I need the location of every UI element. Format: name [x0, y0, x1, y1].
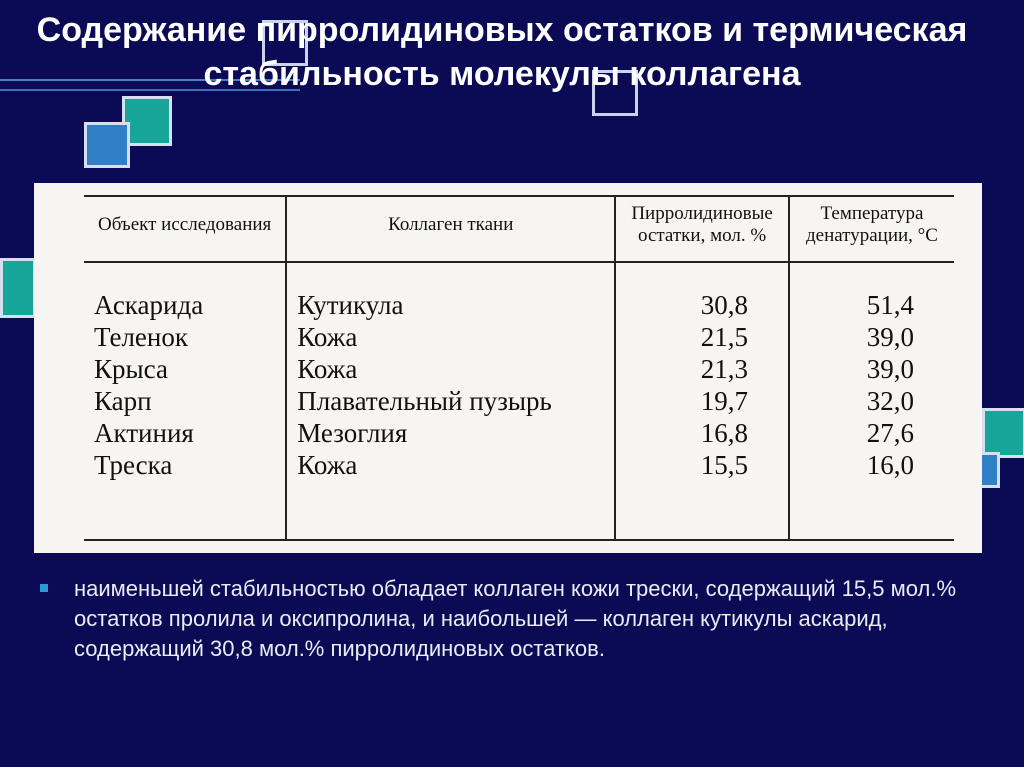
header-object: Объект исследования: [84, 196, 286, 262]
decorative-square: [0, 258, 36, 318]
cell-object: Треска: [94, 450, 173, 480]
cell-pyrrolidine: 21,5: [700, 322, 748, 352]
header-tissue: Коллаген ткани: [286, 196, 615, 262]
cell-tissue: Кожа: [297, 322, 358, 352]
cell-tissue: Кутикула: [297, 290, 404, 320]
bullet-marker-icon: [40, 584, 48, 592]
bullet-point: [40, 574, 960, 664]
column-object: [84, 262, 286, 540]
cell-pyrrolidine: 16,8: [700, 418, 748, 448]
cell-object: Актиния: [94, 418, 194, 448]
cell-object: Теленок: [94, 322, 188, 352]
column-tissue: [286, 262, 615, 540]
decorative-square: [982, 408, 1024, 458]
cell-temperature: 32,0: [866, 386, 914, 416]
cell-pyrrolidine: 21,3: [700, 354, 748, 384]
cell-temperature: 16,0: [866, 450, 914, 480]
cell-pyrrolidine: 30,8: [700, 290, 748, 320]
cell-tissue: Мезоглия: [297, 418, 408, 448]
cell-tissue: Кожа: [297, 354, 358, 384]
bullet-text: наименьшей стабильностью обладает коллаген кожи трески, содержащий 15,5 мол.% остатков пролила и оксипролина, и наибольшей — коллаген кутикулы аскарид, содержащий 30,8 мол.% пирролидиновых остатков.: [74, 576, 957, 661]
cell-temperature: 51,4: [866, 290, 914, 320]
cell-pyrrolidine: 19,7: [700, 386, 748, 416]
cell-object: Аскарида: [94, 290, 204, 320]
cell-tissue: Кожа: [297, 450, 358, 480]
cell-temperature: 39,0: [866, 354, 914, 384]
cell-object: Крыса: [94, 354, 168, 384]
cell-temperature: 39,0: [866, 322, 914, 352]
cell-pyrrolidine: 15,5: [700, 450, 748, 480]
cell-temperature: 27,6: [866, 418, 914, 448]
header-temperature: Температура денатурации, °С: [789, 196, 954, 262]
slide-title: Содержание пирролидиновых остатков и термическая стабильность молекулы коллагена: [36, 11, 968, 93]
decorative-square: [84, 122, 130, 168]
cell-tissue: Плавательный пузырь: [297, 386, 552, 416]
column-pyrrolidine: [615, 262, 789, 540]
column-temperature: [789, 262, 954, 540]
cell-object: Карп: [94, 386, 152, 416]
header-pyrrolidine: Пирролидиновые остатки, мол. %: [615, 196, 789, 262]
collagen-table-image: [34, 183, 982, 553]
collagen-table: [84, 195, 954, 541]
